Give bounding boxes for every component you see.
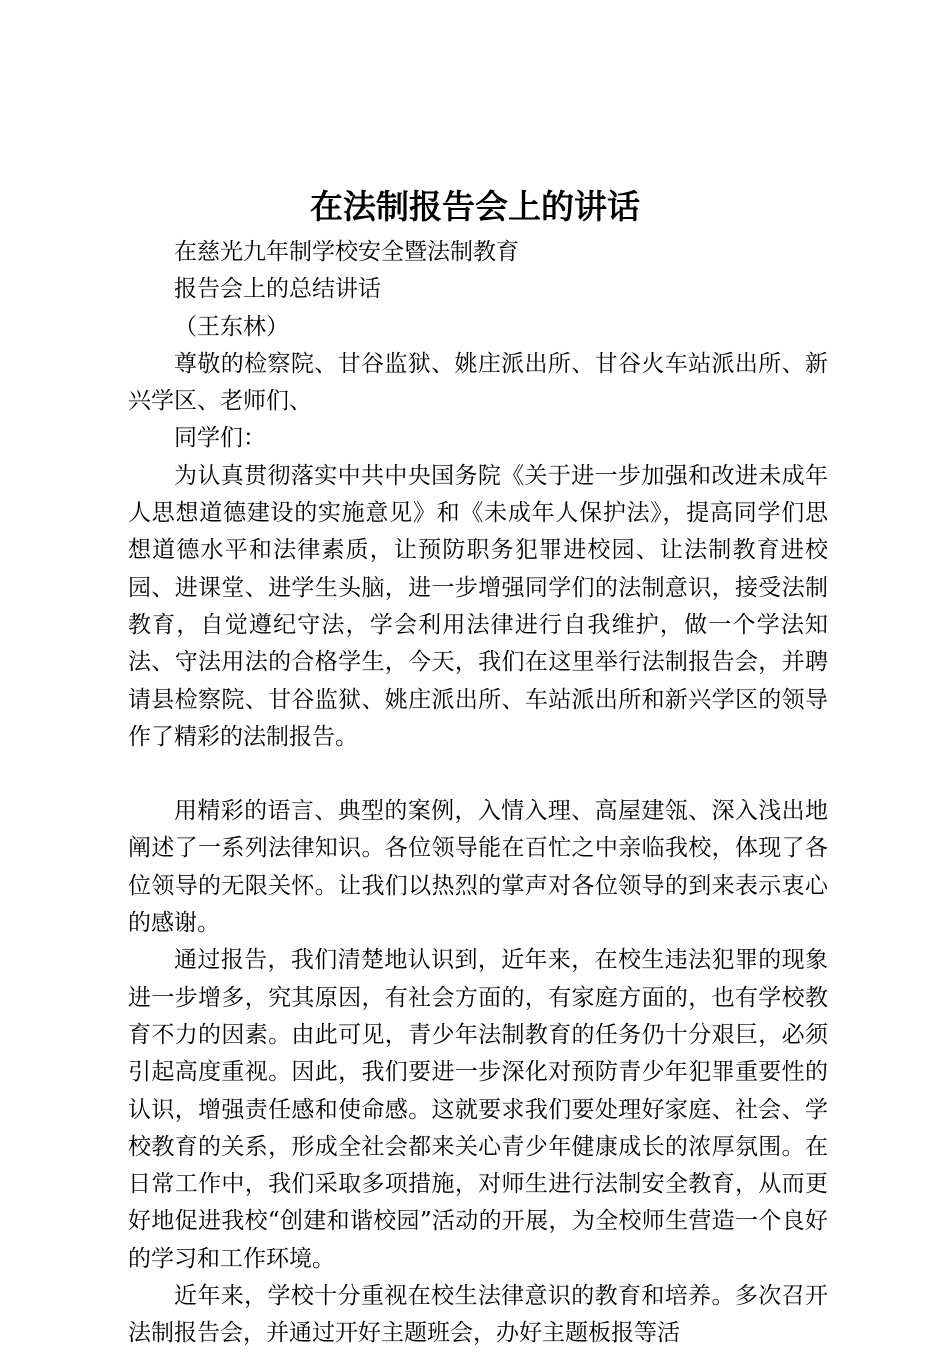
subtitle-line-1: 在慈光九年制学校安全暨法制教育 — [174, 239, 519, 265]
subtitle-line-2: 报告会上的总结讲话 — [174, 276, 381, 303]
body-paragraph-1: 为认真贯彻落实中共中央国务院《关于进一步加强和改进未成年人思想道德建设的实施意见》和《未成年人保护法》，提高同学们思想道德水平和法律素质，让预防职务犯罪进校园、让法制教育进校园、进课堂、进学生头脑，进一步增强同学们的法制意识，接受法制教育，自觉遵纪守法，学会利用法律进行自我维护，做一个学法知法、守法用法的合格学生，今天，我们在这里举行法制报告会，并聘请县检察院、甘谷监狱、姚庄派出所、车站派出所和新兴学区的领导作了精彩的法制报告。 — [128, 462, 828, 750]
body-paragraph-2: 用精彩的语言、典型的案例，入情入理、高屋建瓴、深入浅出地阐述了一系列法律知识。各位领导能在百忙之中亲临我校，体现了各位领导的无限关怀。让我们以热烈的掌声对各位领导的到来表示衷心的感谢。 — [128, 798, 828, 937]
salutation-line-1: 尊敬的检察院、甘谷监狱、姚庄派出所、甘谷火车站派出所、新兴学区、老师们、 — [128, 350, 828, 415]
salutation-line-2: 同学们： — [174, 425, 266, 452]
document-body — [128, 234, 828, 1353]
paragraph-gap — [128, 756, 828, 793]
document-title: 在法制报告会上的讲话 — [310, 187, 640, 226]
author-line: （王东林） — [174, 313, 289, 340]
body-paragraph-3: 通过报告，我们清楚地认识到，近年来，在校生违法犯罪的现象进一步增多，究其原因，有社会方面的，有家庭方面的，也有学校教育不力的因素。由此可见，青少年法制教育的任务仍十分艰巨，必须引起高度重视。因此，我们要进一步深化对预防青少年犯罪重要性的认识，增强责任感和使命感。这就要求我们要处理好家庭、社会、学校教育的关系，形成全社会都来关心青少年健康成长的浓厚氛围。在日常工作中，我们采取多项措施，对师生进行法制安全教育，从而更好地促进我校“创建和谐校园”活动的开展，为全校师生营造一个良好的学习和工作环境。 — [128, 947, 828, 1272]
body-paragraph-4: 近年来，学校十分重视在校生法律意识的教育和培养。多次召开法制报告会，并通过开好主题班会，办好主题板报等活 — [128, 1283, 828, 1347]
